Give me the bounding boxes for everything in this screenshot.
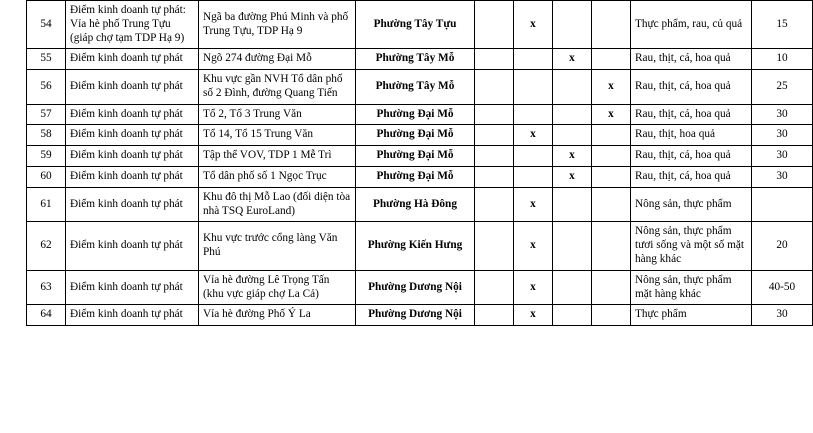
cell-stt: 59 <box>27 146 66 167</box>
cell-mark-3 <box>553 104 592 125</box>
cell-quantity: 30 <box>752 167 813 188</box>
cell-mark-4 <box>592 167 631 188</box>
business-type-detail: Vỉa hè phố Trung Tựu (giáp chợ tạm TDP Hạ 9) <box>70 17 185 44</box>
cell-mark-3 <box>553 187 592 222</box>
table-row <box>27 49 813 70</box>
cell-business-type: Điểm kinh doanh tự phát <box>66 146 199 167</box>
table-row <box>27 187 813 222</box>
cell-address: Tổ dân phố số 1 Ngọc Trục <box>199 167 356 188</box>
cell-mark-3 <box>553 1 592 49</box>
cell-mark-1 <box>475 146 514 167</box>
cell-stt: 57 <box>27 104 66 125</box>
table-row <box>27 305 813 326</box>
cell-business-type: Điểm kinh doanh tự phát <box>66 270 199 305</box>
cell-stt: 58 <box>27 125 66 146</box>
table-row <box>27 167 813 188</box>
cell-mark-3 <box>553 222 592 270</box>
cell-mark-4 <box>592 49 631 70</box>
cell-mark-4 <box>592 305 631 326</box>
table-row <box>27 222 813 270</box>
cell-goods: Nông sản, thực phẩm mặt hàng khác <box>631 270 752 305</box>
cell-mark-2 <box>514 1 553 49</box>
cell-mark-3 <box>553 146 592 167</box>
cell-ward: Phường Dương Nội <box>356 305 475 326</box>
cell-goods: Rau, thịt, hoa quả <box>631 125 752 146</box>
mark-x: x <box>530 17 536 30</box>
cell-mark-3 <box>553 70 592 105</box>
cell-business-type: Điểm kinh doanh tự phát <box>66 125 199 146</box>
cell-goods: Nông sản, thực phẩm <box>631 187 752 222</box>
cell-mark-1 <box>475 1 514 49</box>
cell-address: Tổ 14, Tổ 15 Trung Văn <box>199 125 356 146</box>
cell-goods: Rau, thịt, cá, hoa quả <box>631 146 752 167</box>
mark-x: x <box>530 308 536 321</box>
cell-mark-2 <box>514 49 553 70</box>
table-row <box>27 70 813 105</box>
cell-mark-3 <box>553 305 592 326</box>
cell-quantity: 10 <box>752 49 813 70</box>
cell-quantity: 30 <box>752 305 813 326</box>
cell-quantity: 30 <box>752 125 813 146</box>
cell-stt: 55 <box>27 49 66 70</box>
mark-x: x <box>569 52 575 65</box>
cell-mark-3 <box>553 270 592 305</box>
cell-ward: Phường Tây Mỗ <box>356 49 475 70</box>
cell-mark-4 <box>592 187 631 222</box>
cell-mark-2 <box>514 125 553 146</box>
cell-quantity: 20 <box>752 222 813 270</box>
cell-goods: Rau, thịt, cá, hoa quả <box>631 167 752 188</box>
cell-mark-4 <box>592 146 631 167</box>
mark-x: x <box>530 280 536 293</box>
cell-business-type: Điểm kinh doanh tự phát <box>66 104 199 125</box>
cell-goods: Thực phẩm, rau, củ quả <box>631 1 752 49</box>
cell-mark-2 <box>514 270 553 305</box>
table-row <box>27 104 813 125</box>
cell-ward: Phường Dương Nội <box>356 270 475 305</box>
cell-address: Ngõ 274 đường Đại Mỗ <box>199 49 356 70</box>
mark-x: x <box>530 128 536 141</box>
cell-quantity: 30 <box>752 104 813 125</box>
cell-mark-2 <box>514 187 553 222</box>
cell-business-type: Điểm kinh doanh tự phát <box>66 70 199 105</box>
cell-ward: Phường Đại Mỗ <box>356 104 475 125</box>
cell-mark-4 <box>592 125 631 146</box>
mark-x: x <box>530 239 536 252</box>
cell-stt: 62 <box>27 222 66 270</box>
cell-mark-3 <box>553 125 592 146</box>
cell-ward: Phường Tây Mỗ <box>356 70 475 105</box>
cell-ward: Phường Đại Mỗ <box>356 125 475 146</box>
cell-mark-2 <box>514 146 553 167</box>
cell-mark-3 <box>553 49 592 70</box>
cell-mark-1 <box>475 70 514 105</box>
business-type-text: Điểm kinh doanh tự phát: <box>70 4 186 16</box>
mark-x: x <box>569 149 575 162</box>
cell-address: Khu đô thị Mỗ Lao (đối diện tòa nhà TSQ EuroLand) <box>199 187 356 222</box>
cell-mark-1 <box>475 187 514 222</box>
cell-mark-4 <box>592 104 631 125</box>
cell-goods: Rau, thịt, cá, hoa quả <box>631 49 752 70</box>
cell-stt: 61 <box>27 187 66 222</box>
table-row <box>27 270 813 305</box>
cell-stt: 54 <box>27 1 66 49</box>
cell-goods: Nông sản, thực phẩm tươi sống và một số mặt hàng khác <box>631 222 752 270</box>
cell-business-type: Điểm kinh doanh tự phát <box>66 49 199 70</box>
cell-mark-2 <box>514 70 553 105</box>
cell-address: Vỉa hè đường Lê Trọng Tấn (khu vực giáp chợ La Cả) <box>199 270 356 305</box>
cell-address: Khu vực trước cổng làng Văn Phú <box>199 222 356 270</box>
cell-business-type: Điểm kinh doanh tự phát <box>66 187 199 222</box>
table-row <box>27 146 813 167</box>
cell-address: Ngã ba đường Phú Minh và phố Trung Tựu, TDP Hạ 9 <box>199 1 356 49</box>
mark-x: x <box>608 107 614 120</box>
cell-ward: Phường Đại Mỗ <box>356 146 475 167</box>
cell-quantity: 30 <box>752 146 813 167</box>
cell-mark-1 <box>475 270 514 305</box>
cell-stt: 56 <box>27 70 66 105</box>
cell-mark-2 <box>514 222 553 270</box>
table-body <box>27 1 813 326</box>
cell-address: Vỉa hè đường Phố Ý La <box>199 305 356 326</box>
mark-x: x <box>569 170 575 183</box>
mark-x: x <box>608 80 614 93</box>
cell-stt: 63 <box>27 270 66 305</box>
cell-stt: 64 <box>27 305 66 326</box>
cell-quantity: 25 <box>752 70 813 105</box>
table-row <box>27 1 813 49</box>
cell-mark-1 <box>475 104 514 125</box>
cell-business-type: Điểm kinh doanh tự phát <box>66 222 199 270</box>
cell-ward: Phường Hà Đông <box>356 187 475 222</box>
cell-business-type: Điểm kinh doanh tự phát <box>66 305 199 326</box>
cell-mark-1 <box>475 305 514 326</box>
cell-mark-4 <box>592 1 631 49</box>
cell-stt: 60 <box>27 167 66 188</box>
cell-goods: Thực phẩm <box>631 305 752 326</box>
table-row <box>27 125 813 146</box>
cell-mark-1 <box>475 125 514 146</box>
cell-mark-1 <box>475 167 514 188</box>
cell-mark-3 <box>553 167 592 188</box>
cell-ward: Phường Đại Mỗ <box>356 167 475 188</box>
mark-x: x <box>530 197 536 210</box>
cell-ward: Phường Tây Tựu <box>356 1 475 49</box>
cell-mark-2 <box>514 104 553 125</box>
cell-business-type <box>66 1 199 49</box>
cell-quantity: 40-50 <box>752 270 813 305</box>
cell-goods: Rau, thịt, cá, hoa quả <box>631 70 752 105</box>
cell-ward: Phường Kiến Hưng <box>356 222 475 270</box>
cell-address: Tổ 2, Tổ 3 Trung Văn <box>199 104 356 125</box>
cell-mark-4 <box>592 270 631 305</box>
cell-address: Khu vực gần NVH Tổ dân phố số 2 Đình, đường Quang Tiến <box>199 70 356 105</box>
cell-mark-4 <box>592 70 631 105</box>
cell-mark-4 <box>592 222 631 270</box>
cell-mark-2 <box>514 167 553 188</box>
cell-mark-1 <box>475 222 514 270</box>
cell-mark-2 <box>514 305 553 326</box>
business-locations-table <box>26 0 813 326</box>
cell-business-type: Điểm kinh doanh tự phát <box>66 167 199 188</box>
cell-goods: Rau, thịt, cá, hoa quả <box>631 104 752 125</box>
cell-quantity <box>752 187 813 222</box>
cell-quantity: 15 <box>752 1 813 49</box>
cell-mark-1 <box>475 49 514 70</box>
cell-address: Tập thể VOV, TDP 1 Mễ Trì <box>199 146 356 167</box>
